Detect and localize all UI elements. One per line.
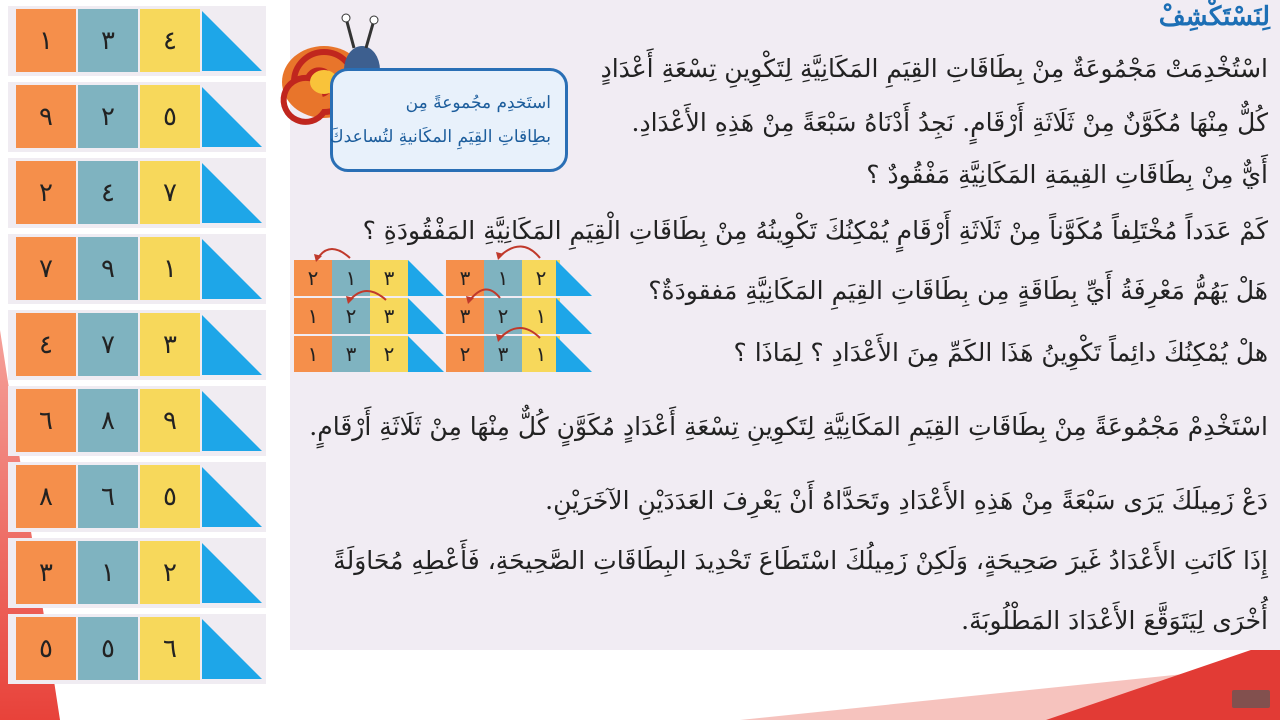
card-orange: ٥ [16, 617, 76, 680]
hint-bubble [330, 68, 568, 172]
card-yellow: ٥ [140, 465, 200, 528]
mini-card-blue: ٢ [484, 298, 522, 334]
question-line: أَيٌّ مِنْ بِطَاقَاتِ القِيمَةِ المَكَانِيَّةِ مَفْقُودٌ ؟ [866, 160, 1268, 189]
hint-line: بطِاقاتِ القِيَمِ المكَانيةِ لتُساعدكَ [329, 127, 551, 147]
card-blue: ٢ [78, 85, 138, 148]
card-orange: ٢ [16, 161, 76, 224]
mini-card-orange: ١ [294, 336, 332, 372]
card-row [8, 538, 266, 608]
mini-card-orange: ٢ [446, 336, 484, 372]
card-blue: ٤ [78, 161, 138, 224]
card-yellow: ٢ [140, 541, 200, 604]
card-yellow: ٩ [140, 389, 200, 452]
triangle-icon [202, 543, 262, 603]
question-line: هلْ يُمْكِنُكَ دائِماً تَكْوِينُ هَذَا الكَمِّ مِنَ الأَعْدَادِ ؟ لِمَاذَا ؟ [733, 338, 1268, 367]
card-yellow: ٦ [140, 617, 200, 680]
instruction-line: أُخْرَى لِيَتَوَقَّعَ الأَعْدَادَ المَطْلُوبَةَ. [961, 606, 1268, 635]
page-title: لِنَسْتَكْشِفْ [1158, 2, 1270, 32]
mini-card-orange: ٣ [446, 298, 484, 334]
card-orange: ٧ [16, 237, 76, 300]
card-row [8, 234, 266, 304]
instruction-line: إِذَا كَانَتِ الأَعْدَادُ غَيرَ صَحِيحَةٍ، وَلَكِنْ زَمِيلُكَ اسْتَطَاعَ تَحْدِيدَ البِطَاقَاتِ الصَّحِيحَةِ، فَأَعْطِهِ مُحَاوَلَةً [333, 546, 1268, 575]
paragraph-line: اسْتُخْدِمَتْ مَجْمُوعَةٌ مِنْ بِطَاقَاتِ القِيَمِ المَكَانِيَّةِ لِتَكْوِينِ تِسْعَةِ أَعْدَادٍ [600, 54, 1268, 83]
triangle-icon [202, 315, 262, 375]
card-orange: ١ [16, 9, 76, 72]
card-orange: ٨ [16, 465, 76, 528]
question-line: كَمْ عَدَداً مُخْتَلِفاً مُكَوَّناً مِنْ ثَلَاثَةِ أَرْقَامٍ يُمْكِنُكَ تَكْوِينُهُ مِنْ بِطَاقَاتِ الْقِيَمِ المَكَانِيَّةِ المَفْقُودَةِ ؟ [362, 216, 1268, 245]
presentation-controls[interactable] [1232, 690, 1270, 708]
card-row [8, 82, 266, 152]
mini-card-orange: ١ [294, 298, 332, 334]
mini-card-yellow: ٣ [370, 260, 408, 296]
triangle-icon [202, 619, 262, 679]
instruction-line: اسْتَخْدِمْ مَجْمُوعَةً مِنْ بِطَاقَاتِ القِيَمِ المَكَانِيَّةِ لِتَكوِينِ تِسْعَةِ أَعْدَادٍ مُكَوَّنٍ كُلٌّ مِنْهَا مِنْ ثَلَاثَةِ أَرْقَامٍ. [309, 412, 1268, 441]
triangle-icon [202, 163, 262, 223]
instruction-line: دَعْ زَمِيلَكَ يَرَى سَبْعَةً مِنْ هَذِهِ الأَعْدَادِ وتَحَدَّاهُ أَنْ يَعْرِفَ العَدَدَيْنِ الآخَرَيْنِ. [545, 486, 1268, 515]
card-row [8, 614, 266, 684]
swap-arrows [300, 234, 600, 354]
triangle-icon [202, 11, 262, 71]
card-blue: ٥ [78, 617, 138, 680]
mini-card-yellow: ١ [522, 298, 560, 334]
card-blue: ٨ [78, 389, 138, 452]
card-yellow: ٤ [140, 9, 200, 72]
card-blue: ٦ [78, 465, 138, 528]
mini-card-yellow: ١ [522, 336, 560, 372]
paragraph-line: كُلٌّ مِنْهَا مُكَوَّنٌ مِنْ ثَلَاثَةِ أَرْقَامٍ. نَجِدُ أَدْنَاهُ سَبْعَةً مِنْ هَذِهِ الأَعْدَادِ. [631, 108, 1268, 137]
place-value-cards-column [8, 0, 266, 690]
triangle-icon [202, 467, 262, 527]
mini-card-blue: ١ [332, 260, 370, 296]
card-row [8, 462, 266, 532]
mini-card-yellow: ٢ [522, 260, 560, 296]
question-line: هَلْ يَهُمُّ مَعْرِفَةُ أَيِّ بِطَاقَةٍ مِن بِطَاقَاتِ القِيَمِ المَكَانِيَّةِ مَفقودَةٌ؟ [648, 276, 1268, 305]
mini-card-blue: ٢ [332, 298, 370, 334]
card-yellow: ١ [140, 237, 200, 300]
mini-card-blue: ١ [484, 260, 522, 296]
card-row [8, 386, 266, 456]
card-orange: ٣ [16, 541, 76, 604]
card-blue: ١ [78, 541, 138, 604]
triangle-icon [202, 87, 262, 147]
card-yellow: ٧ [140, 161, 200, 224]
mini-card-yellow: ٢ [370, 336, 408, 372]
mini-card-orange: ٢ [294, 260, 332, 296]
card-orange: ٦ [16, 389, 76, 452]
card-yellow: ٣ [140, 313, 200, 376]
card-row [8, 6, 266, 76]
card-row [8, 310, 266, 380]
mini-card-yellow: ٣ [370, 298, 408, 334]
triangle-icon [202, 239, 262, 299]
card-yellow: ٥ [140, 85, 200, 148]
triangle-icon [202, 391, 262, 451]
card-row [8, 158, 266, 228]
card-orange: ٤ [16, 313, 76, 376]
mini-card-orange: ٣ [446, 260, 484, 296]
hint-line: استَخدِم مجُموعةً مِن [405, 93, 551, 113]
card-blue: ٣ [78, 9, 138, 72]
card-orange: ٩ [16, 85, 76, 148]
card-blue: ٧ [78, 313, 138, 376]
card-blue: ٩ [78, 237, 138, 300]
mini-card-blue: ٣ [484, 336, 522, 372]
mini-card-blue: ٣ [332, 336, 370, 372]
